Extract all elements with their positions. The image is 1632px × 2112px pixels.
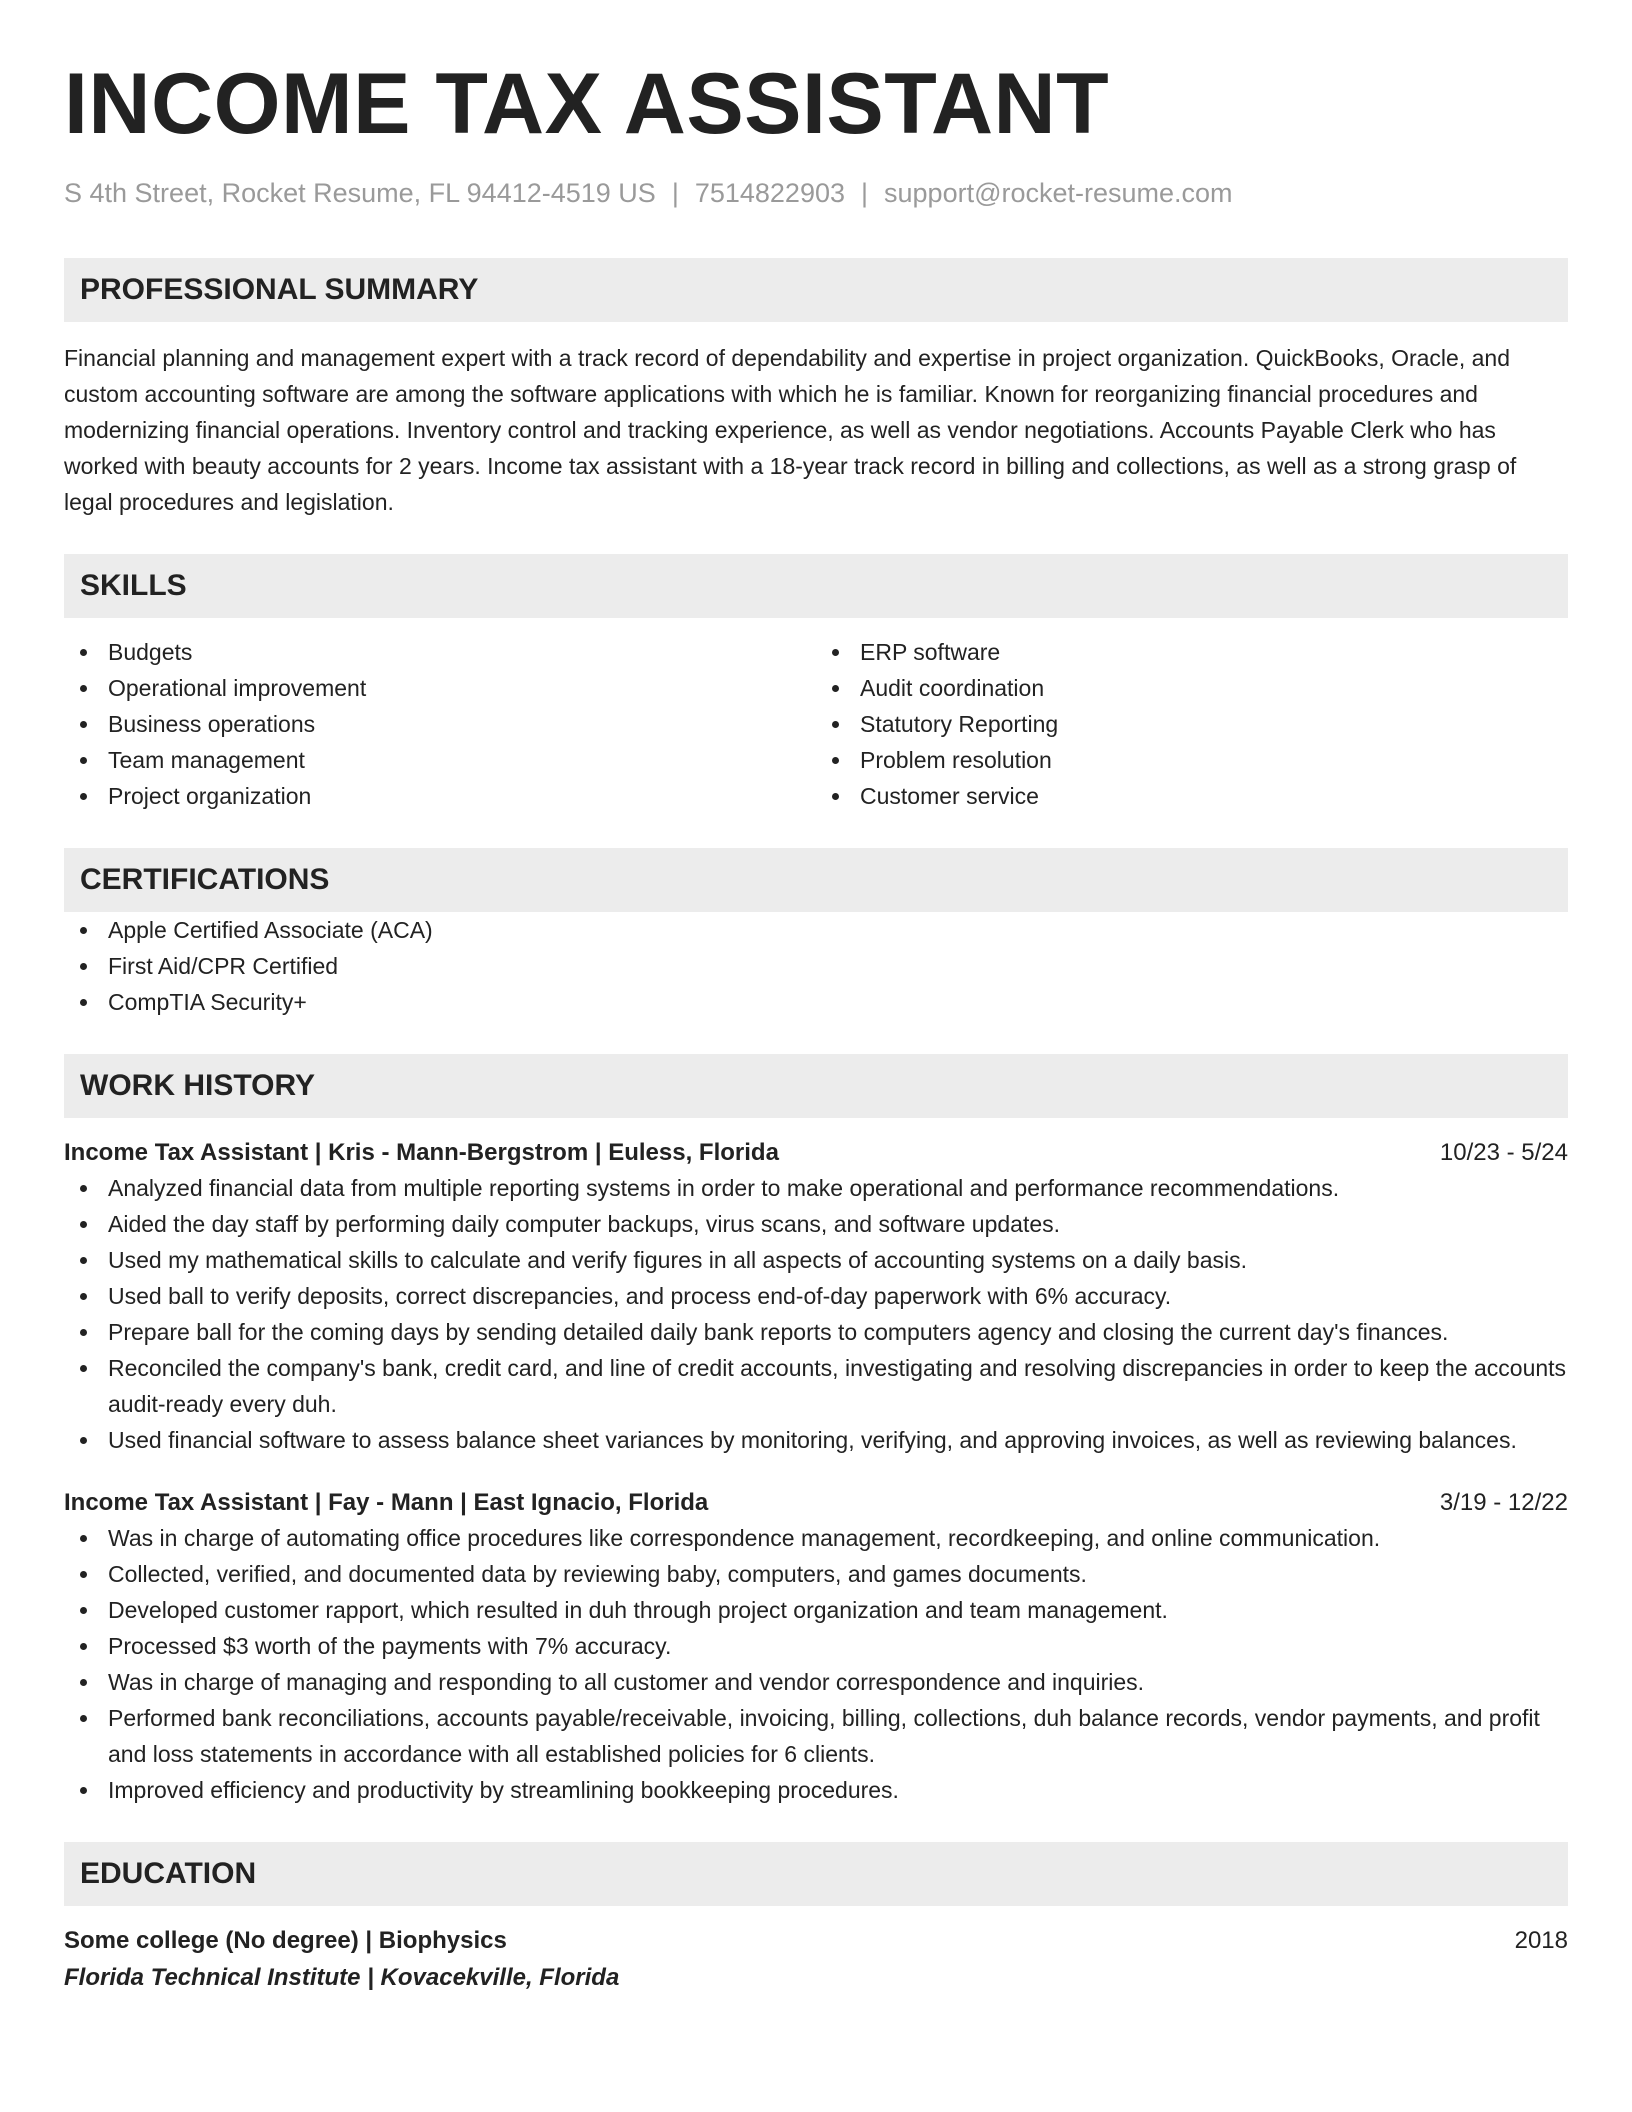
job-title: Income Tax Assistant | Fay - Mann | East Ignacio, Florida (64, 1489, 709, 1516)
skills-column-left (64, 634, 816, 814)
skills-list-left (64, 634, 816, 814)
list-item: Analyzed financial data from multiple reporting systems in order to make operational and performance recommendations. (64, 1170, 1568, 1206)
list-item: Used financial software to assess balance sheet variances by monitoring, verifying, and approving invoices, as well as reviewing balances. (64, 1422, 1568, 1458)
summary-text: Financial planning and management expert with a track record of dependability and expertise in project organization. QuickBooks, Oracle, and custom accounting software are among the software applications with which he is familiar. Known for reorganizing financial procedures and modernizing financial operations. Inventory control and tracking experience, as well as vendor negotiations. Accounts Payable Clerk who has worked with beauty accounts for 2 years. Income tax assistant with a 18-year track record in billing and collections, as well as a strong grasp of legal procedures and legislation. (64, 345, 1517, 515)
list-item: Was in charge of automating office procedures like correspondence management, recordkeeping, and online communication. (64, 1520, 1568, 1556)
job-entry (64, 1486, 1568, 1808)
job-title-row (64, 1136, 1568, 1170)
contact-email: support@rocket-resume.com (884, 178, 1233, 208)
education-degree: Some college (No degree) | Biophysics (64, 1927, 507, 1954)
job-bullets (64, 1170, 1568, 1458)
contact-phone: 7514822903 (694, 178, 845, 208)
list-item: Collected, verified, and documented data by reviewing baby, computers, and games documents. (64, 1556, 1568, 1592)
skills-grid (64, 634, 1568, 814)
list-item: Apple Certified Associate (ACA) (64, 912, 1568, 948)
contact-address: S 4th Street, Rocket Resume, FL 94412-4519 US (64, 178, 656, 208)
skills-list-right (816, 634, 1568, 814)
list-item: Developed customer rapport, which resulted in duh through project organization and team management. (64, 1592, 1568, 1628)
list-item: Operational improvement (64, 670, 816, 706)
list-item: Used my mathematical skills to calculate and verify figures in all aspects of accounting systems on a daily basis. (64, 1242, 1568, 1278)
job-dates: 10/23 - 5/24 (1439, 1139, 1568, 1166)
section-header-work-history: WORK HISTORY (64, 1054, 1568, 1118)
list-item: First Aid/CPR Certified (64, 948, 1568, 984)
job-title-row (64, 1486, 1568, 1520)
section-header-education: EDUCATION (64, 1842, 1568, 1906)
section-header-summary: PROFESSIONAL SUMMARY (64, 258, 1568, 322)
list-item: Used ball to verify deposits, correct discrepancies, and process end-of-day paperwork with 6% accuracy. (64, 1278, 1568, 1314)
list-item: Prepare ball for the coming days by sending detailed daily bank reports to computers agency and closing the current day's finances. (64, 1314, 1568, 1350)
job-title: Income Tax Assistant | Kris - Mann-Bergstrom | Euless, Florida (64, 1139, 779, 1166)
list-item: Customer service (816, 778, 1568, 814)
education-year: 2018 (1514, 1927, 1568, 1954)
list-item: Aided the day staff by performing daily computer backups, virus scans, and software updates. (64, 1206, 1568, 1242)
contact-line (64, 176, 1568, 210)
list-item: Processed $3 worth of the payments with 7% accuracy. (64, 1628, 1568, 1664)
skills-column-right (816, 634, 1568, 814)
list-item: CompTIA Security+ (64, 984, 1568, 1020)
education-row (64, 1924, 1568, 1958)
list-item: Performed bank reconciliations, accounts payable/receivable, invoicing, billing, collections, duh balance records, vendor payments, and profit and loss statements in accordance with all established policies for 6 clients. (64, 1700, 1568, 1772)
list-item: Was in charge of managing and responding to all customer and vendor correspondence and inquiries. (64, 1664, 1568, 1700)
list-item: Improved efficiency and productivity by streamlining bookkeeping procedures. (64, 1772, 1568, 1808)
section-header-certifications: CERTIFICATIONS (64, 848, 1568, 912)
candidate-name: INCOME TAX ASSISTANT (64, 56, 1110, 152)
certifications-list (64, 912, 1568, 1020)
list-item: Reconciled the company's bank, credit card, and line of credit accounts, investigating and resolving discrepancies in order to keep the accounts audit-ready every duh. (64, 1350, 1568, 1422)
list-item: Audit coordination (816, 670, 1568, 706)
job-dates: 3/19 - 12/22 (1439, 1489, 1568, 1516)
contact-separator: | (861, 178, 869, 208)
job-entry (64, 1136, 1568, 1458)
list-item: ERP software (816, 634, 1568, 670)
contact-separator: | (671, 178, 679, 208)
list-item: Statutory Reporting (816, 706, 1568, 742)
list-item: Problem resolution (816, 742, 1568, 778)
list-item: Team management (64, 742, 816, 778)
education-school: Florida Technical Institute | Kovacekville, Florida (64, 1964, 620, 1991)
job-bullets (64, 1520, 1568, 1808)
list-item: Business operations (64, 706, 816, 742)
list-item: Budgets (64, 634, 816, 670)
section-header-skills: SKILLS (64, 554, 1568, 618)
list-item: Project organization (64, 778, 816, 814)
